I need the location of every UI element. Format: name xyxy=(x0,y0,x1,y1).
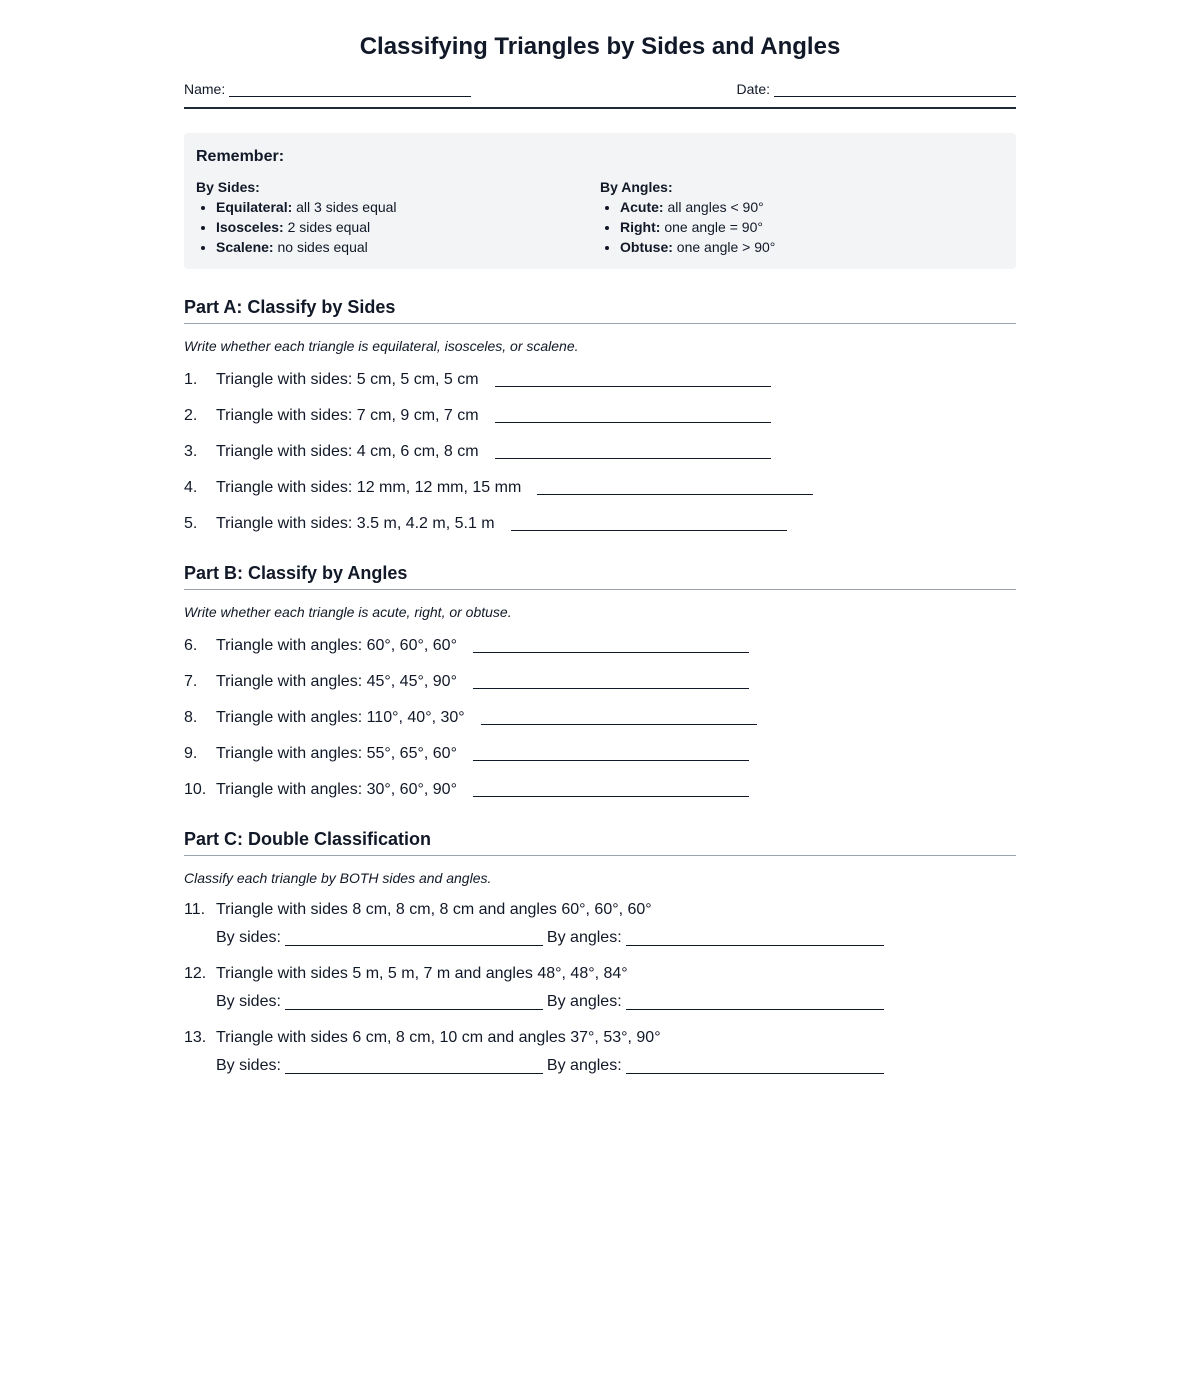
part-b-instruction: Write whether each triangle is acute, right, or obtuse. xyxy=(184,604,512,620)
double-question: 13. Triangle with sides 6 cm, 8 cm, 10 cm and angles 37°, 53°, 90° By sides: By angles: xyxy=(184,1027,1016,1091)
answer-blank[interactable] xyxy=(495,442,771,459)
page-title: Classifying Triangles by Sides and Angles xyxy=(359,33,841,60)
part-a xyxy=(184,295,1016,547)
answer-blank[interactable] xyxy=(495,406,771,423)
double-question: 12. Triangle with sides 5 m, 5 m, 7 m and angles 48°, 48°, 84° By sides: By angles: xyxy=(184,963,1016,1027)
angles-item: • Right: one angle = 90° xyxy=(620,217,1004,237)
part-c-heading: Part C: Double Classification xyxy=(184,827,1016,856)
student-info-row xyxy=(184,81,1016,109)
part-b xyxy=(184,561,1016,813)
answer-blank[interactable] xyxy=(537,478,813,495)
part-a-instruction: Write whether each triangle is equilateral, isosceles, or scalene. xyxy=(184,338,579,354)
name-blank[interactable] xyxy=(229,82,471,97)
angles-answer-blank[interactable] xyxy=(626,1057,884,1074)
worksheet-page xyxy=(184,0,1016,1091)
remember-box xyxy=(184,133,1016,269)
angles-item: • Acute: all angles < 90° xyxy=(620,197,1004,217)
double-question: 11. Triangle with sides 8 cm, 8 cm, 8 cm and angles 60°, 60°, 60° By sides: By angles: xyxy=(184,899,1016,963)
name-field xyxy=(184,81,471,97)
part-b-heading: Part B: Classify by Angles xyxy=(184,561,1016,590)
part-c-instruction: Classify each triangle by BOTH sides and angles. xyxy=(184,870,492,886)
question-row: 10. Triangle with angles: 30°, 60°, 90° xyxy=(184,777,1016,813)
date-field xyxy=(737,81,1016,97)
date-label: Date: xyxy=(736,81,770,97)
angles-item: • Obtuse: one angle > 90° xyxy=(620,237,1004,257)
answer-blank[interactable] xyxy=(473,780,749,797)
question-row: 9. Triangle with angles: 55°, 65°, 60° xyxy=(184,741,1016,777)
sides-answer-blank[interactable] xyxy=(285,1057,543,1074)
answer-blank[interactable] xyxy=(473,744,749,761)
sides-answer-blank[interactable] xyxy=(285,929,543,946)
angles-heading: By Angles: xyxy=(600,179,673,195)
remember-angles xyxy=(600,177,1004,257)
remember-sides xyxy=(196,177,600,257)
sides-answer-blank[interactable] xyxy=(285,993,543,1010)
remember-title: Remember: xyxy=(196,148,285,165)
angles-answer-blank[interactable] xyxy=(626,929,884,946)
answer-blank[interactable] xyxy=(495,370,771,387)
sides-item: • Isosceles: 2 sides equal xyxy=(216,217,600,237)
answer-blank[interactable] xyxy=(511,514,787,531)
sides-heading: By Sides: xyxy=(196,179,260,195)
part-c xyxy=(184,827,1016,1091)
answer-blank[interactable] xyxy=(481,708,757,725)
question-row: 3. Triangle with sides: 4 cm, 6 cm, 8 cm xyxy=(184,439,1016,475)
sides-item: • Equilateral: all 3 sides equal xyxy=(216,197,600,217)
name-label: Name: xyxy=(184,81,226,97)
question-row: 4. Triangle with sides: 12 mm, 12 mm, 15 mm xyxy=(184,475,1016,511)
sides-item: • Scalene: no sides equal xyxy=(216,237,600,257)
question-row: 7. Triangle with angles: 45°, 45°, 90° xyxy=(184,669,1016,705)
part-a-heading: Part A: Classify by Sides xyxy=(184,295,1016,324)
angles-answer-blank[interactable] xyxy=(626,993,884,1010)
question-row: 8. Triangle with angles: 110°, 40°, 30° xyxy=(184,705,1016,741)
answer-blank[interactable] xyxy=(473,672,749,689)
question-row: 5. Triangle with sides: 3.5 m, 4.2 m, 5.1 m xyxy=(184,511,1016,547)
question-row: 6. Triangle with angles: 60°, 60°, 60° xyxy=(184,633,1016,669)
question-row: 2. Triangle with sides: 7 cm, 9 cm, 7 cm xyxy=(184,403,1016,439)
date-blank[interactable] xyxy=(774,82,1016,97)
answer-blank[interactable] xyxy=(473,636,749,653)
question-row: 1. Triangle with sides: 5 cm, 5 cm, 5 cm xyxy=(184,367,1016,403)
